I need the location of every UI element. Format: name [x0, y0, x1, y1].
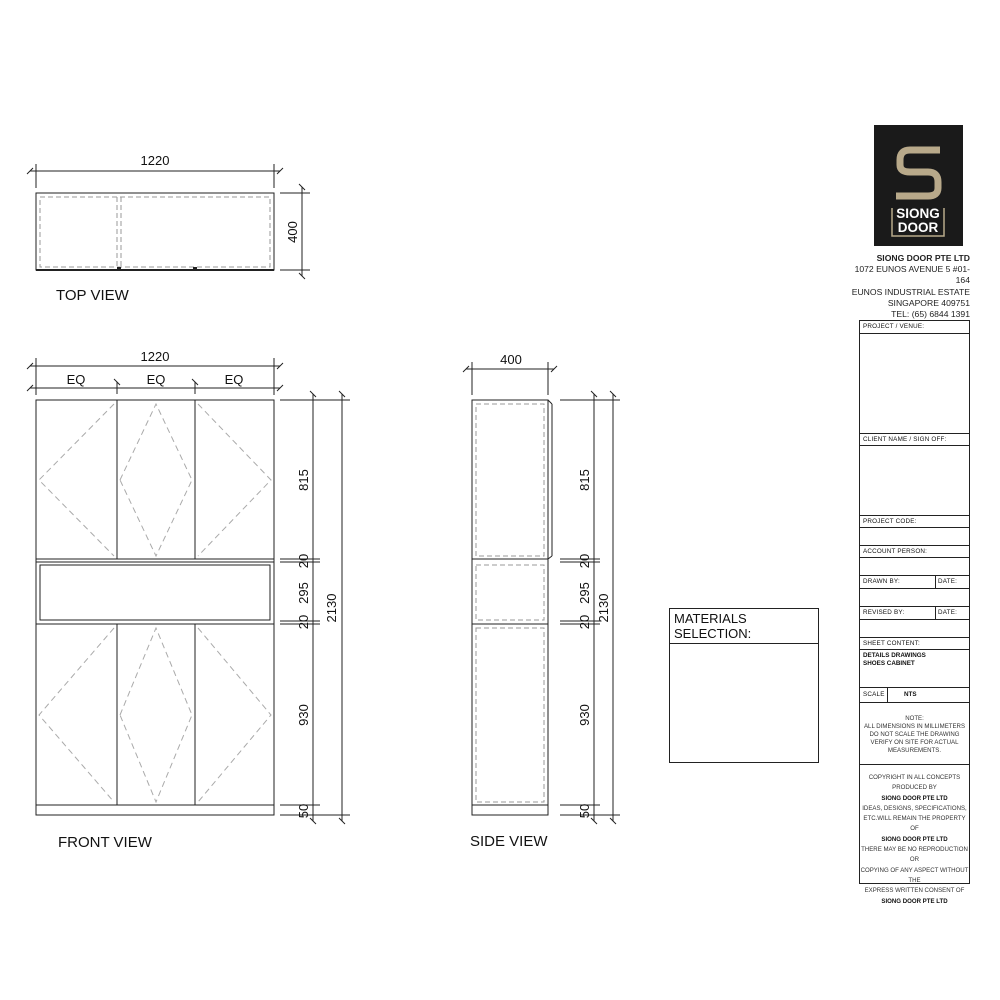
tb-note-line: NOTE:	[905, 715, 924, 722]
tb-project-label: PROJECT / VENUE:	[863, 323, 925, 330]
tb-date-label-1: DATE:	[938, 578, 958, 585]
side-h-plinth: 50	[577, 803, 592, 819]
side-view	[466, 362, 620, 821]
tb-sheet-label: SHEET CONTENT:	[863, 640, 920, 647]
tb-drawn-row	[860, 575, 969, 607]
tb-sheet-value-1: DETAILS DRAWINGS	[863, 652, 926, 659]
top-view-label: TOP VIEW	[56, 287, 129, 304]
tb-project-code-row	[860, 515, 969, 546]
tb-copyright-line: IDEAS, DESIGNS, SPECIFICATIONS,	[862, 804, 967, 812]
tb-copyright-line: COPYRIGHT IN ALL CONCEPTS	[868, 774, 961, 781]
tb-copyright-line: SIONG DOOR PTE LTD	[881, 794, 948, 802]
title-block	[859, 320, 970, 905]
tb-sheet-value-2: SHOES CABINET	[863, 660, 915, 667]
tb-project-code-underline	[860, 527, 969, 528]
side-h-gap2: 20	[577, 614, 592, 630]
tb-scale-divider	[887, 688, 888, 703]
side-h-middle: 295	[577, 582, 592, 604]
front-h-total: 2130	[324, 593, 339, 623]
front-h-gap1: 20	[296, 553, 311, 569]
tb-copyright-line: SIONG DOOR PTE LTD	[881, 835, 948, 843]
front-width-dim: 1220	[140, 349, 170, 364]
top-width-dim: 1220	[140, 153, 170, 168]
tb-copyright-line: EXPRESS WRITTEN CONSENT OF	[864, 887, 965, 895]
company-address	[846, 253, 970, 320]
company-tel: TEL: (65) 6844 1391	[891, 309, 970, 320]
tb-copyright-line: ETC.WILL REMAIN THE PROPERTY OF	[863, 815, 966, 833]
front-h-gap2: 20	[296, 614, 311, 630]
tb-revised-divider	[935, 607, 936, 619]
tb-drawn-divider	[935, 576, 936, 588]
tb-copyright-line: COPYING OF ANY ASPECT WITHOUT THE	[860, 866, 969, 884]
tb-account-label: ACCOUNT PERSON:	[863, 548, 928, 555]
tb-client-underline	[860, 445, 969, 446]
side-h-total: 2130	[596, 593, 611, 623]
front-h-plinth: 50	[296, 803, 311, 819]
tb-note-line: DO NOT SCALE THE DRAWING	[869, 730, 960, 738]
company-address-1: 1072 EUNOS AVENUE 5 #01-164	[854, 264, 970, 286]
tb-copyright-line: PRODUCED BY	[892, 784, 937, 792]
tb-date-label-2: DATE:	[938, 609, 958, 616]
tb-project-row	[860, 321, 969, 433]
tb-revised-underline	[860, 619, 969, 620]
materials-selection-box	[669, 608, 819, 763]
tb-sheet-row	[860, 637, 969, 688]
company-logo	[874, 125, 963, 246]
tb-note-line: ALL DIMENSIONS IN MILLIMETERS	[863, 722, 966, 730]
tb-copyright-line: THERE MAY BE NO REPRODUCTION OR	[861, 846, 968, 864]
tb-project-underline	[860, 333, 969, 334]
tb-note-line: MEASUREMENTS.	[887, 746, 942, 754]
tb-scale-value: NTS	[904, 691, 917, 698]
tb-note-text	[860, 715, 969, 755]
top-view	[30, 164, 310, 276]
tb-scale-label: SCALE	[863, 691, 885, 698]
front-eq-3: EQ	[224, 372, 244, 387]
tb-revised-label: REVISED BY:	[863, 609, 905, 616]
tb-client-label: CLIENT NAME / SIGN OFF:	[863, 436, 947, 443]
tb-client-row	[860, 433, 969, 516]
tb-revised-row	[860, 606, 969, 638]
company-name: SIONG DOOR PTE LTD	[876, 253, 970, 263]
logo-line1: SIONG	[896, 206, 940, 221]
top-depth-dim: 400	[285, 221, 300, 243]
company-address-2: EUNOS INDUSTRIAL ESTATE	[851, 286, 970, 297]
front-h-upper: 815	[296, 469, 311, 491]
side-h-gap1: 20	[577, 553, 592, 569]
side-depth-dim: 400	[500, 352, 522, 367]
tb-sheet-underline	[860, 649, 969, 650]
front-view-label: FRONT VIEW	[58, 834, 152, 851]
materials-title: MATERIALS SELECTION:	[674, 611, 752, 641]
tb-account-row	[860, 545, 969, 576]
materials-divider	[670, 643, 818, 644]
tb-note-line: VERIFY ON SITE FOR ACTUAL	[870, 738, 959, 746]
side-h-upper: 815	[577, 469, 592, 491]
tb-project-code-label: PROJECT CODE:	[863, 518, 917, 525]
company-address-3: SINGAPORE 409751	[887, 297, 970, 308]
tb-drawn-label: DRAWN BY:	[863, 578, 900, 585]
front-h-middle: 295	[296, 582, 311, 604]
tb-copyright-row	[860, 764, 969, 905]
side-h-lower: 930	[577, 704, 592, 726]
tb-copyright-text	[860, 773, 969, 907]
logo-line2: DOOR	[897, 220, 939, 235]
front-eq-1: EQ	[66, 372, 86, 387]
front-h-lower: 930	[296, 704, 311, 726]
tb-copyright-line: SIONG DOOR PTE LTD	[881, 897, 948, 905]
tb-drawn-underline	[860, 588, 969, 589]
tb-scale-row	[860, 687, 969, 703]
tb-account-underline	[860, 557, 969, 558]
side-view-label: SIDE VIEW	[470, 833, 548, 850]
tb-note-row	[860, 702, 969, 765]
front-eq-2: EQ	[146, 372, 166, 387]
